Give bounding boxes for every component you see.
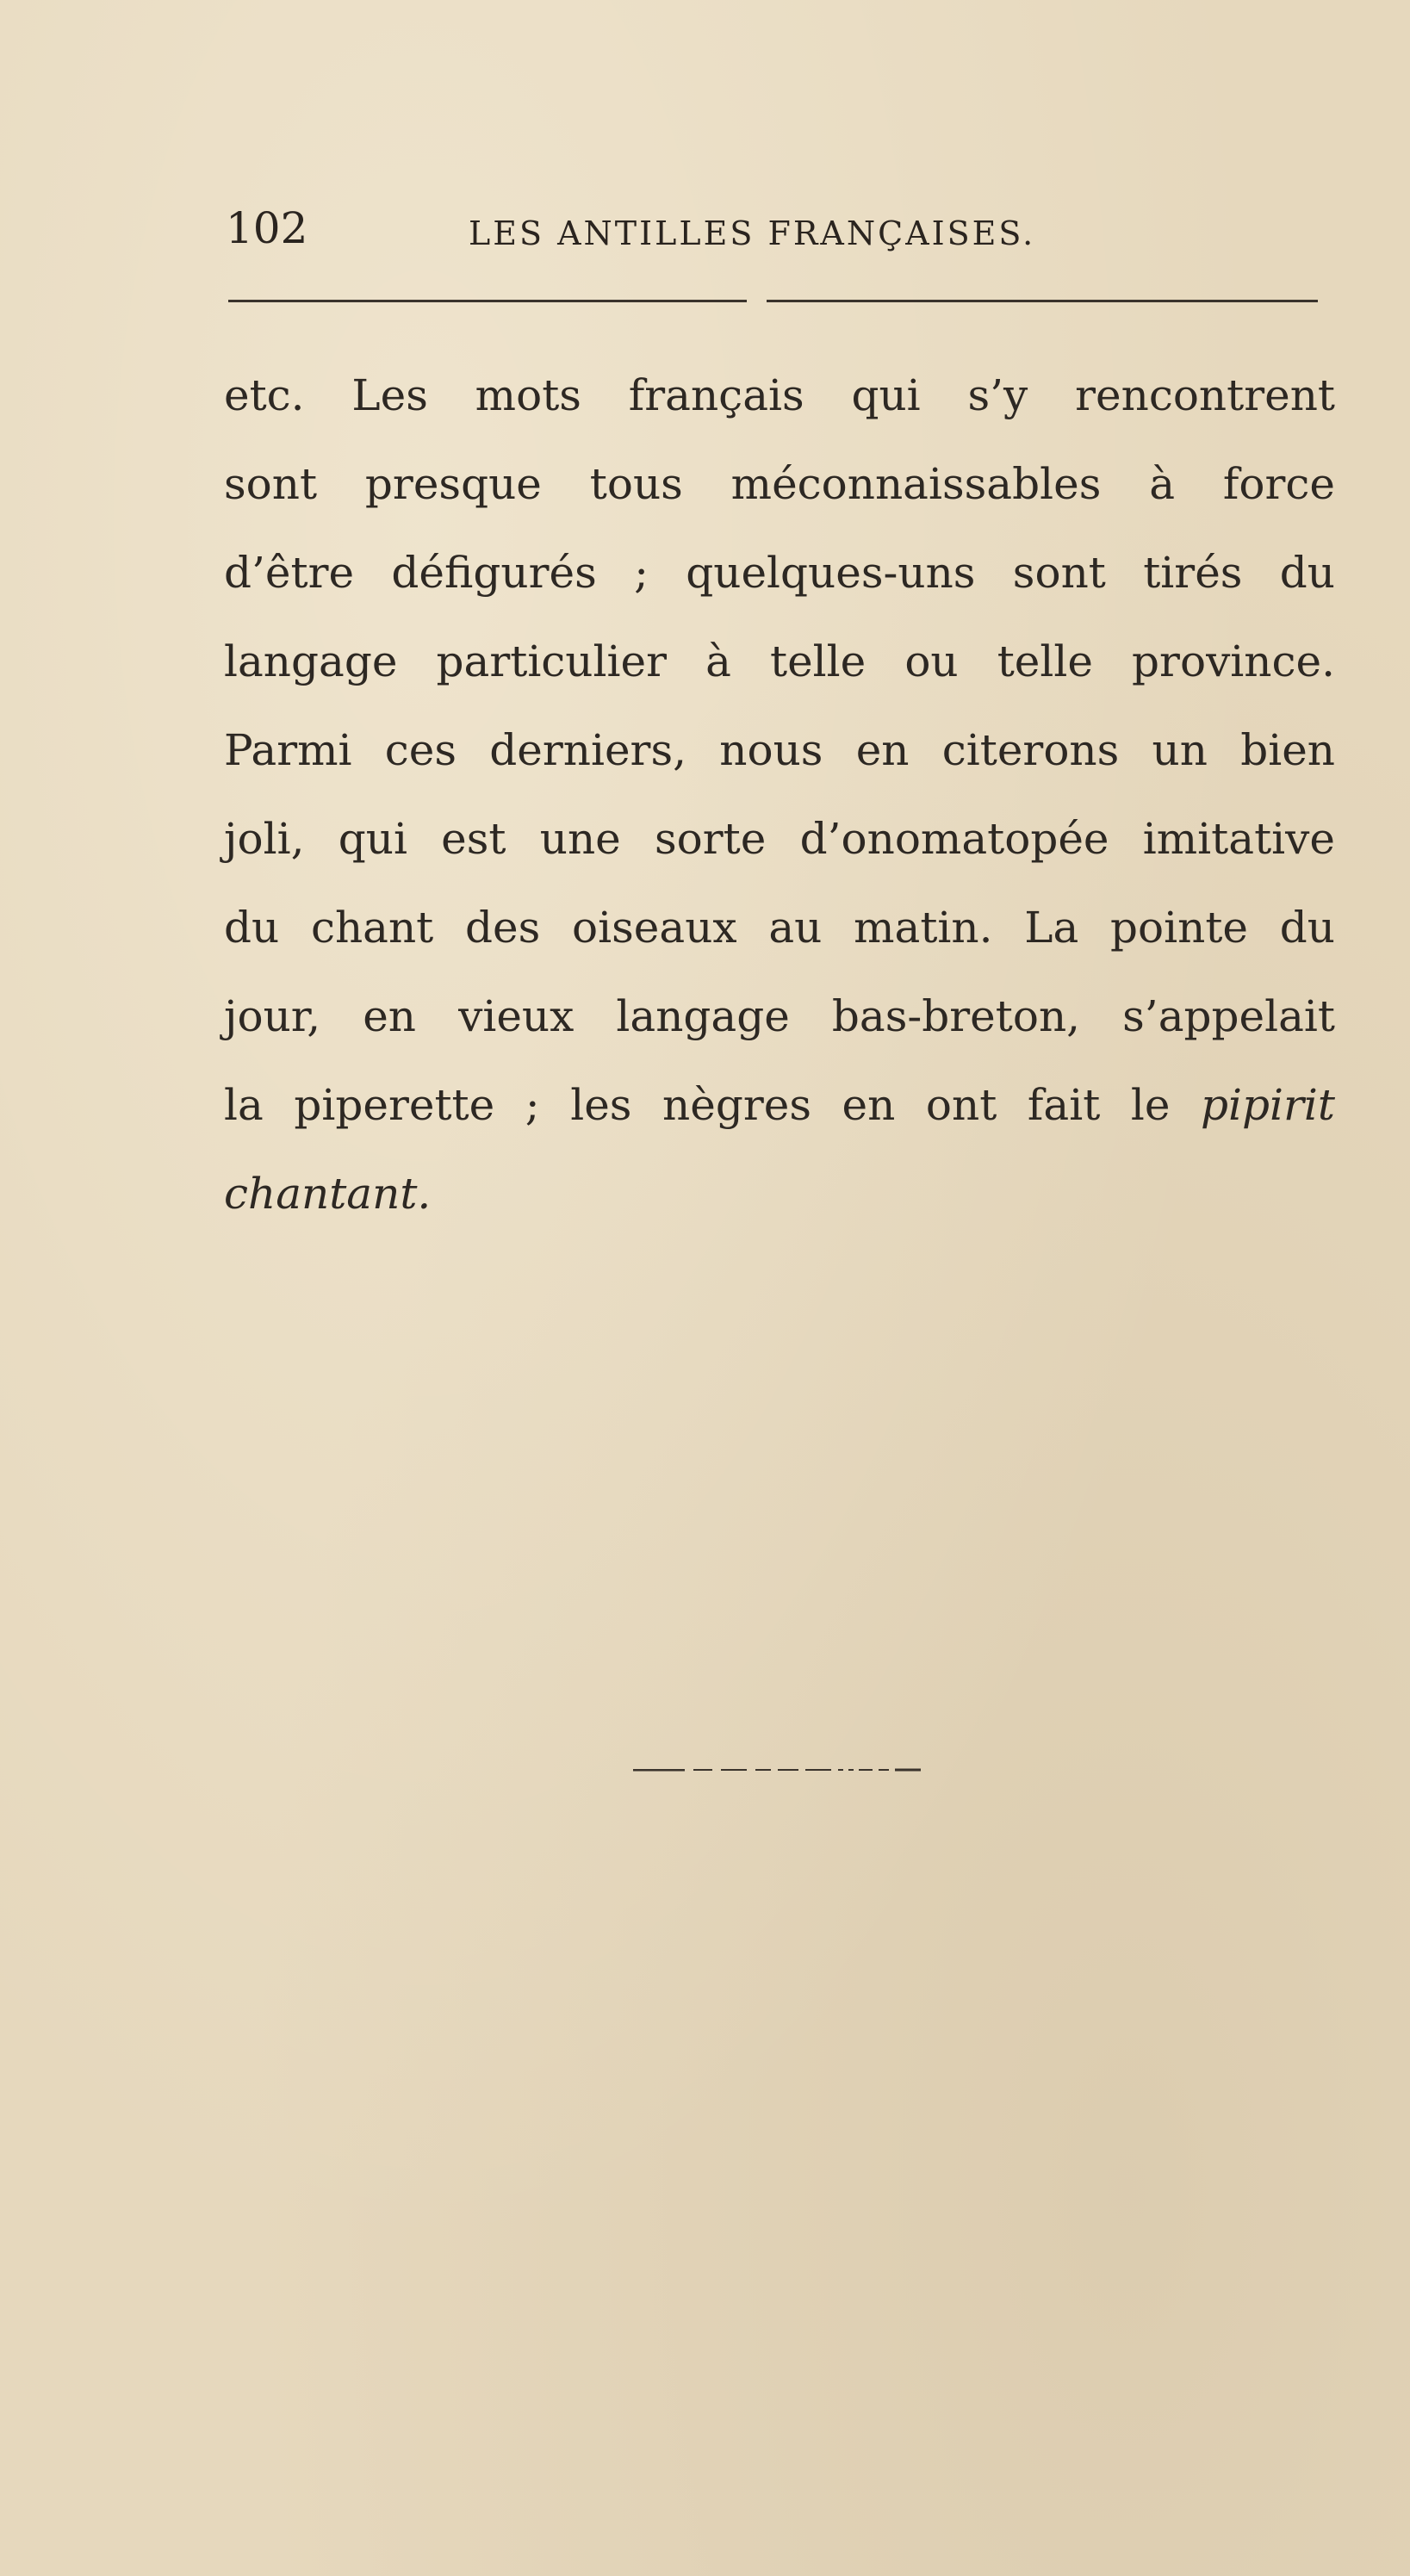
text-line: langage particulier à telle ou telle province. xyxy=(224,636,1335,686)
text-line: sont presque tous méconnaissables à force xyxy=(224,459,1335,509)
text-line: jour, en vieux langage bas-breton, s’appelait xyxy=(224,991,1335,1041)
body-text xyxy=(224,351,1335,1238)
tail-rule-ornament xyxy=(633,1767,922,1772)
text-line-last: chantant. xyxy=(224,1169,432,1219)
header-rule-left xyxy=(228,300,747,302)
italic-word: pipirit xyxy=(1201,1080,1335,1130)
running-title: LES ANTILLES FRANÇAISES. xyxy=(469,214,1036,252)
text-line: du chant des oiseaux au matin. La pointe du xyxy=(224,903,1335,953)
text-line xyxy=(224,1061,1335,1150)
text-line: joli, qui est une sorte d’onomatopée imitative xyxy=(224,814,1335,864)
text-line: Parmi ces derniers, nous en citerons un bien xyxy=(224,725,1335,775)
running-head xyxy=(226,202,1318,263)
text-line-prefix: la piperette ; les nègres en ont fait le xyxy=(224,1080,1202,1130)
text-line: d’être défigurés ; quelques-uns sont tirés du xyxy=(224,548,1335,598)
tail-rule-ornament-graphic xyxy=(633,1767,922,1772)
text-line: etc. Les mots français qui s’y rencontrent xyxy=(224,370,1335,420)
header-rule-right xyxy=(767,300,1318,302)
page-number: 102 xyxy=(226,203,308,253)
